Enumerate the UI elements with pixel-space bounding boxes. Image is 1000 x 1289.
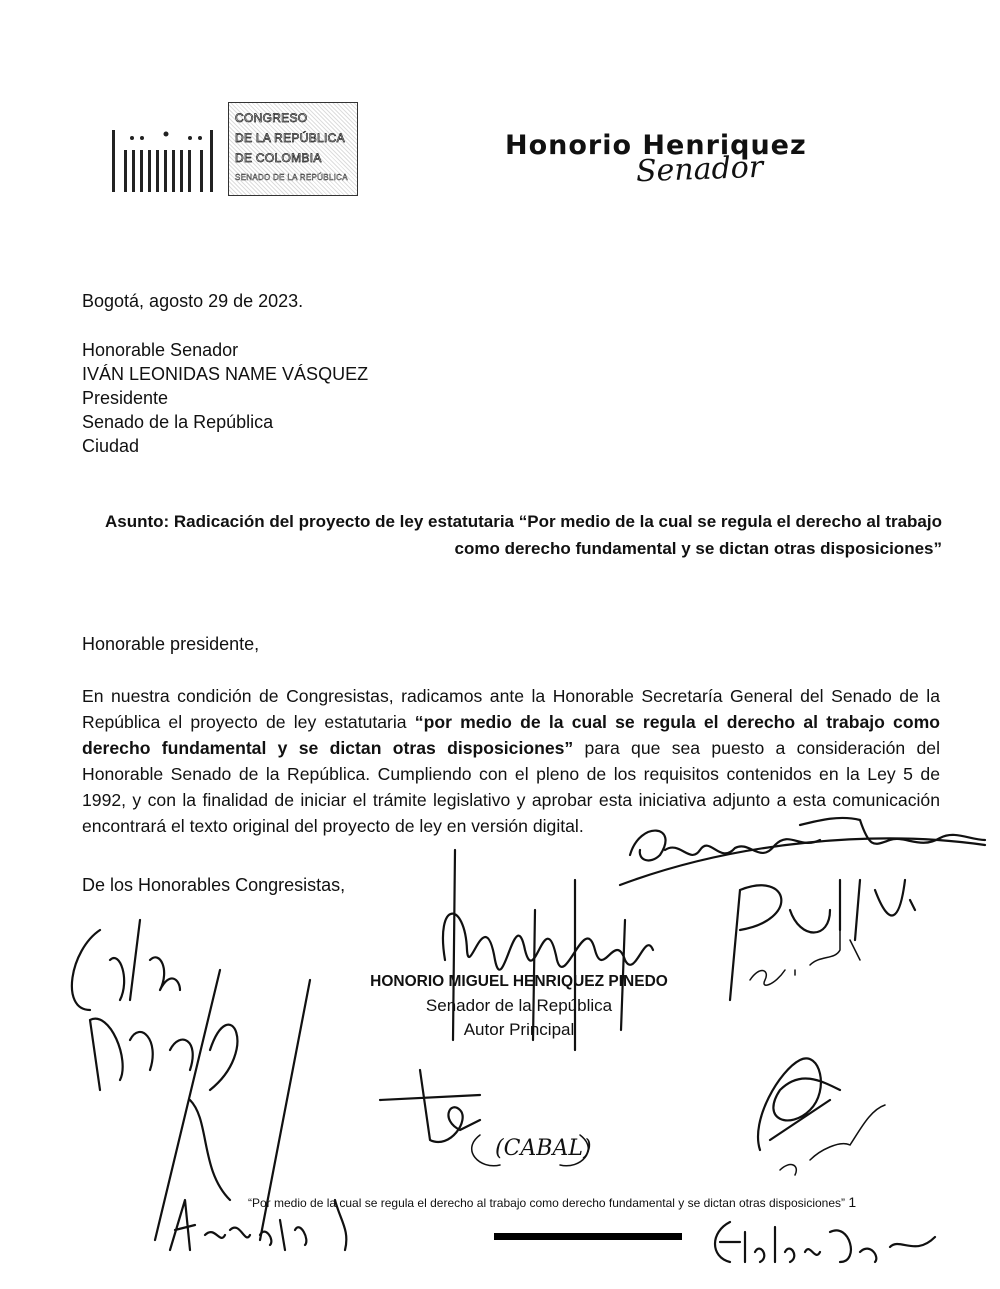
author-note: Autor Principal bbox=[463, 1020, 575, 1039]
closing-line: De los Honorables Congresistas, bbox=[82, 875, 346, 895]
sender-name: Honorio Henriquez bbox=[505, 130, 807, 161]
footer-quote-text: “Por medio de la cual se regula el derecho al trabajo como derecho fundamental y se dictan otras disposiciones” bbox=[248, 1196, 845, 1210]
recipient-city: Ciudad bbox=[82, 436, 140, 456]
recipient-institution: Senado de la República bbox=[82, 412, 274, 432]
signature-esteban-quintero bbox=[700, 1212, 940, 1272]
signature-ciro-ramirez bbox=[740, 1050, 900, 1180]
signature-paola-holguin bbox=[700, 870, 950, 1020]
seal-line-1: CONGRESO bbox=[235, 111, 308, 125]
barcode-graphic bbox=[110, 130, 220, 192]
greeting: Honorable presidente, bbox=[82, 634, 260, 654]
congress-seal-logo bbox=[110, 102, 360, 198]
seal-line-3: DE COLOMBIA bbox=[235, 151, 322, 165]
recipient-name: IVÁN LEONIDAS NAME VÁSQUEZ bbox=[82, 364, 369, 384]
page-number: 1 bbox=[848, 1194, 857, 1210]
author-role: Senador de la República bbox=[425, 996, 613, 1015]
sender-title: Senador bbox=[635, 149, 764, 190]
author-name: HONORIO MIGUEL HENRIQUEZ PINEDO bbox=[370, 973, 668, 990]
subject-line-1: Asunto: Radicación del proyecto de ley estatutaria “Por medio de la cual se regula el derecho al trabajo bbox=[104, 512, 942, 531]
body-text-part-1: En nuestra condición de Congresistas, radicamos ante la Honorable Secretaría General del Senado de la República el proyecto de ley estatutaria bbox=[82, 686, 940, 732]
body-text-bold-title: “por medio de la cual se regula el derecho al trabajo como derecho fundamental y se dictan otras disposiciones” bbox=[82, 712, 940, 758]
subject-line-2: como derecho fundamental y se dictan otras disposiciones” bbox=[454, 539, 942, 558]
signature-cabal bbox=[370, 1060, 610, 1180]
body-text-part-2: para que sea puesto a consideración del Honorable Senado de la República. Cumpliendo con el pleno de los requisitos contenidos en la Ley 5 de 1992, y con la finalidad de iniciar el trámite legislativo y aprobar esta iniciativa adjunto a esta comunicación encontrará el texto original del proyecto de ley en versión digital. bbox=[82, 738, 940, 836]
signature-cabal-text: (CABAL) bbox=[495, 1136, 592, 1161]
recipient-position: Presidente bbox=[82, 388, 169, 408]
subject-line bbox=[62, 508, 942, 562]
letter-date: Bogotá, agosto 29 de 2023. bbox=[82, 291, 304, 311]
seal-line-2: DE LA REPÚBLICA bbox=[235, 131, 345, 145]
footer-rule bbox=[494, 1233, 682, 1240]
recipient-salutation: Honorable Senador bbox=[82, 340, 239, 360]
footer-quote bbox=[248, 1194, 856, 1210]
congress-seal-box bbox=[228, 102, 358, 196]
seal-line-4: SENADO DE LA REPÚBLICA bbox=[235, 173, 348, 182]
recipient-block bbox=[82, 338, 368, 458]
